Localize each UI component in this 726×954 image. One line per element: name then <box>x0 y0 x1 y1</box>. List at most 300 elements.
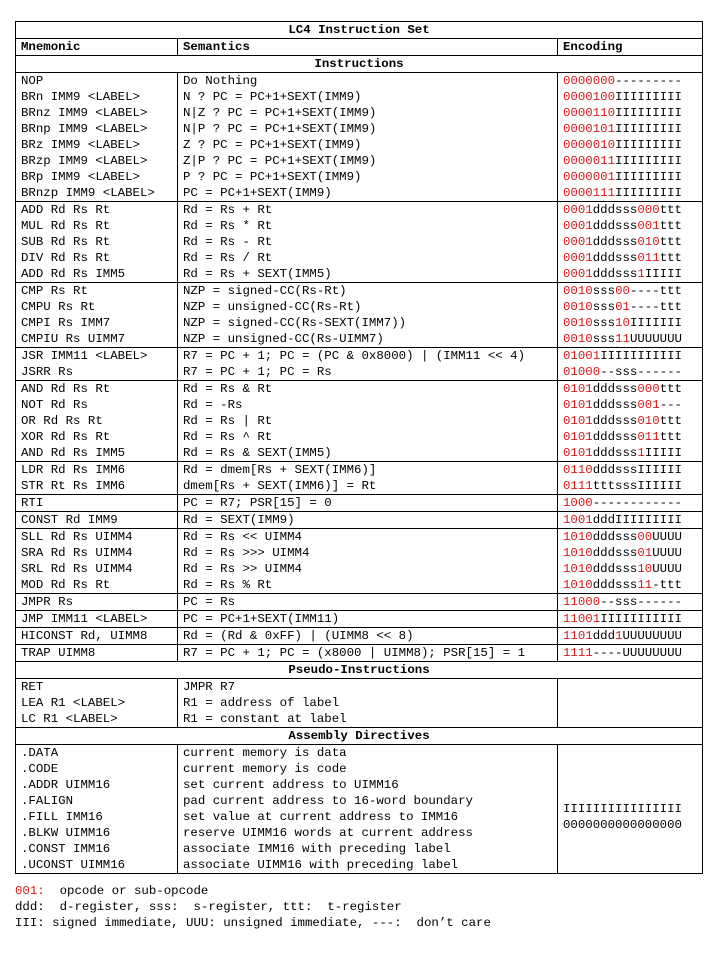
mnemonic-cell: AND Rd Rs Rt <box>16 381 178 398</box>
encoding-opcode-bits: 11 <box>615 332 630 346</box>
encoding-field-bits: UUUU <box>652 546 682 560</box>
encoding-opcode-bits: 0010 <box>563 284 593 298</box>
encoding-cell <box>558 545 703 561</box>
encoding-cell <box>558 364 703 381</box>
encoding-field-bits: sss <box>592 284 616 298</box>
instruction-row <box>16 331 703 348</box>
semantics-cell: P ? PC = PC+1+SEXT(IMM9) <box>178 169 558 185</box>
legend-line-registers: ddd: d-register, sss: s-register, ttt: t-register <box>15 900 402 914</box>
encoding-field-bits: --- <box>659 398 682 412</box>
semantics-cell: R1 = address of label <box>178 695 558 711</box>
instruction-row <box>16 299 703 315</box>
mnemonic-cell: CONST Rd IMM9 <box>16 512 178 529</box>
encoding-cell <box>558 153 703 169</box>
encoding-opcode-bits: 010 <box>637 235 660 249</box>
encoding-field-bits: ttt <box>659 382 682 396</box>
encoding-field-bits: ----ttt <box>629 300 682 314</box>
mnemonic-cell: SUB Rd Rs Rt <box>16 234 178 250</box>
semantics-cell: Rd = Rs - Rt <box>178 234 558 250</box>
encoding-cell <box>558 711 703 728</box>
encoding-opcode-bits: 0101 <box>563 430 593 444</box>
mnemonic-cell: JSR IMM11 <LABEL> <box>16 348 178 365</box>
mnemonic-cell: CMPI Rs IMM7 <box>16 315 178 331</box>
encoding-cell <box>558 397 703 413</box>
encoding-opcode-bits: 1001 <box>563 513 593 527</box>
encoding-field-bits: IIIIIIIII <box>615 90 682 104</box>
semantics-cell: R7 = PC + 1; PC = (x8000 | UIMM8); PSR[15] = 1 <box>178 645 558 662</box>
instruction-row <box>16 315 703 331</box>
encoding-field-bits: dddsss <box>592 382 638 396</box>
encoding-cell <box>558 611 703 628</box>
instruction-row <box>16 545 703 561</box>
encoding-cell <box>558 561 703 577</box>
encoding-opcode-bits: 0101 <box>563 382 593 396</box>
encoding-field-bits: --sss------ <box>600 595 682 609</box>
encoding-cell <box>558 495 703 512</box>
section-row <box>16 662 703 679</box>
instruction-row <box>16 628 703 645</box>
instruction-set-table <box>15 21 703 874</box>
semantics-cell: Rd = -Rs <box>178 397 558 413</box>
encoding-opcode-bits: 0000111 <box>563 186 616 200</box>
encoding-opcode-bits: 0001 <box>563 251 593 265</box>
encoding-value: IIIIIIIIIIIIIIII <box>563 802 682 816</box>
encoding-field-bits: ttt <box>659 430 682 444</box>
instruction-set-document <box>15 21 702 874</box>
instruction-row <box>16 512 703 529</box>
instruction-row <box>16 611 703 628</box>
semantics-cell: R7 = PC + 1; PC = Rs <box>178 364 558 381</box>
encoding-field-bits: dddsss <box>592 267 638 281</box>
instruction-row <box>16 594 703 611</box>
instruction-row <box>16 397 703 413</box>
encoding-field-bits: sss <box>592 316 616 330</box>
instruction-row <box>16 462 703 479</box>
encoding-field-bits: IIIII <box>644 446 682 460</box>
encoding-opcode-bits: 0000101 <box>563 122 616 136</box>
section-row <box>16 728 703 745</box>
encoding-opcode-bits: 000 <box>637 203 660 217</box>
encoding-field-bits: dddsss <box>592 414 638 428</box>
encoding-opcode-bits: 1000 <box>563 496 593 510</box>
encoding-cell <box>558 250 703 266</box>
encoding-cell <box>558 594 703 611</box>
encoding-opcode-bits: 1010 <box>563 530 593 544</box>
encoding-opcode-bits: 10 <box>615 316 630 330</box>
encoding-field-bits: dddsss <box>592 530 638 544</box>
encoding-opcode-bits: 0000110 <box>563 106 616 120</box>
instruction-row <box>16 495 703 512</box>
mnemonic-cell: .DATA <box>16 745 178 762</box>
encoding-field-bits: UUUUUUU <box>629 332 682 346</box>
instruction-row <box>16 153 703 169</box>
encoding-field-bits: ttt <box>659 251 682 265</box>
semantics-cell: NZP = signed-CC(Rs-Rt) <box>178 283 558 300</box>
instruction-row <box>16 73 703 90</box>
encoding-cell <box>558 266 703 283</box>
instruction-row <box>16 429 703 445</box>
encoding-opcode-bits: 00 <box>637 530 653 544</box>
encoding-field-bits: IIIIIII <box>629 316 682 330</box>
semantics-cell: NZP = unsigned-CC(Rs-UIMM7) <box>178 331 558 348</box>
mnemonic-cell: DIV Rd Rs Rt <box>16 250 178 266</box>
semantics-cell: Rd = (Rd & 0xFF) | (UIMM8 << 8) <box>178 628 558 645</box>
mnemonic-cell: CMPIU Rs UIMM7 <box>16 331 178 348</box>
encoding-field-bits: dddsss <box>592 203 638 217</box>
encoding-field-bits: tttsssIIIIII <box>592 479 682 493</box>
instruction-row <box>16 137 703 153</box>
semantics-cell: dmem[Rs + SEXT(IMM6)] = Rt <box>178 478 558 495</box>
mnemonic-cell: .BLKW UIMM16 <box>16 825 178 841</box>
encoding-cell <box>558 577 703 594</box>
encoding-cell <box>558 462 703 479</box>
semantics-cell: Rd = Rs & SEXT(IMM5) <box>178 445 558 462</box>
encoding-cell <box>558 73 703 90</box>
instruction-row <box>16 445 703 462</box>
encoding-field-bits: sss <box>592 300 616 314</box>
mnemonic-cell: AND Rd Rs IMM5 <box>16 445 178 462</box>
legend-opcode-text: opcode or sub-opcode <box>44 884 209 898</box>
encoding-opcode-bits: 0000001 <box>563 170 616 184</box>
semantics-cell: N|P ? PC = PC+1+SEXT(IMM9) <box>178 121 558 137</box>
column-header-mnemonic: Mnemonic <box>16 39 178 56</box>
instruction-row <box>16 364 703 381</box>
encoding-opcode-bits: 0000010 <box>563 138 616 152</box>
encoding-field-bits: IIIII <box>644 267 682 281</box>
encoding-opcode-bits: 0001 <box>563 267 593 281</box>
encoding-cell <box>558 679 703 696</box>
encoding-opcode-bits: 1 <box>615 629 623 643</box>
encoding-opcode-bits: 11001 <box>563 612 601 626</box>
encoding-opcode-bits: 01 <box>637 546 653 560</box>
encoding-opcode-bits: 1101 <box>563 629 593 643</box>
encoding-opcode-bits: 1 <box>637 446 645 460</box>
encoding-field-bits: dddIIIIIIIII <box>592 513 682 527</box>
mnemonic-cell: LEA R1 <LABEL> <box>16 695 178 711</box>
encoding-field-bits: dddsss <box>592 430 638 444</box>
encoding-field-bits: ttt <box>659 235 682 249</box>
encoding-cell <box>558 645 703 662</box>
instruction-row <box>16 679 703 696</box>
mnemonic-cell: TRAP UIMM8 <box>16 645 178 662</box>
instruction-row <box>16 121 703 137</box>
encoding-opcode-bits: 0010 <box>563 300 593 314</box>
instruction-row <box>16 234 703 250</box>
encoding-opcode-bits: 01001 <box>563 349 601 363</box>
mnemonic-cell: .CODE <box>16 761 178 777</box>
encoding-cell <box>558 202 703 219</box>
semantics-cell: JMPR R7 <box>178 679 558 696</box>
encoding-cell <box>558 529 703 546</box>
encoding-cell <box>558 628 703 645</box>
mnemonic-cell: .FILL IMM16 <box>16 809 178 825</box>
semantics-cell: reserve UIMM16 words at current address <box>178 825 558 841</box>
instruction-row <box>16 381 703 398</box>
section-title: Pseudo-Instructions <box>16 662 703 679</box>
encoding-field-bits: dddsss <box>592 251 638 265</box>
section-row <box>16 56 703 73</box>
semantics-cell: PC = PC+1+SEXT(IMM11) <box>178 611 558 628</box>
instruction-set-body <box>16 56 703 874</box>
encoding-value: 0000000000000000 <box>563 818 682 832</box>
instruction-row <box>16 266 703 283</box>
semantics-cell: Rd = Rs & Rt <box>178 381 558 398</box>
mnemonic-cell: .ADDR UIMM16 <box>16 777 178 793</box>
semantics-cell: current memory is code <box>178 761 558 777</box>
mnemonic-cell: BRz IMM9 <LABEL> <box>16 137 178 153</box>
encoding-cell <box>558 512 703 529</box>
mnemonic-cell: XOR Rd Rs Rt <box>16 429 178 445</box>
mnemonic-cell: STR Rt Rs IMM6 <box>16 478 178 495</box>
encoding-field-bits: dddsss <box>592 546 638 560</box>
encoding-opcode-bits: 0001 <box>563 203 593 217</box>
encoding-field-bits: ------------ <box>592 496 682 510</box>
semantics-cell: PC = Rs <box>178 594 558 611</box>
mnemonic-cell: JMPR Rs <box>16 594 178 611</box>
instruction-row <box>16 711 703 728</box>
mnemonic-cell: BRnzp IMM9 <LABEL> <box>16 185 178 202</box>
instruction-row <box>16 577 703 594</box>
column-header-encoding: Encoding <box>558 39 703 56</box>
encoding-cell <box>558 89 703 105</box>
mnemonic-cell: BRn IMM9 <LABEL> <box>16 89 178 105</box>
encoding-field-bits: dddsss <box>592 446 638 460</box>
encoding-field-bits: ----ttt <box>629 284 682 298</box>
mnemonic-cell: RET <box>16 679 178 696</box>
encoding-field-bits: --------- <box>615 74 682 88</box>
encoding-field-bits: IIIIIIIII <box>615 170 682 184</box>
encoding-opcode-bits: 0000011 <box>563 154 616 168</box>
encoding-field-bits: dddsss <box>592 219 638 233</box>
mnemonic-cell: RTI <box>16 495 178 512</box>
mnemonic-cell: ADD Rd Rs IMM5 <box>16 266 178 283</box>
instruction-row <box>16 695 703 711</box>
semantics-cell: set current address to UIMM16 <box>178 777 558 793</box>
encoding-opcode-bits: 0101 <box>563 414 593 428</box>
encoding-cell <box>558 429 703 445</box>
encoding-cell <box>558 445 703 462</box>
encoding-cell <box>558 234 703 250</box>
mnemonic-cell: LC R1 <LABEL> <box>16 711 178 728</box>
semantics-cell: Rd = Rs >>> UIMM4 <box>178 545 558 561</box>
encoding-opcode-bits: 0000000 <box>563 74 616 88</box>
encoding-field-bits: IIIIIIIIIII <box>600 349 682 363</box>
encoding-field-bits: sss <box>592 332 616 346</box>
mnemonic-cell: SLL Rd Rs UIMM4 <box>16 529 178 546</box>
semantics-cell: NZP = signed-CC(Rs-SEXT(IMM7)) <box>178 315 558 331</box>
encoding-opcode-bits: 11000 <box>563 595 601 609</box>
mnemonic-cell: ADD Rd Rs Rt <box>16 202 178 219</box>
instruction-row <box>16 413 703 429</box>
encoding-opcode-bits: 001 <box>637 219 660 233</box>
semantics-cell: set value at current address to IMM16 <box>178 809 558 825</box>
instruction-row <box>16 169 703 185</box>
semantics-cell: Rd = Rs * Rt <box>178 218 558 234</box>
encoding-field-bits: ttt <box>659 219 682 233</box>
encoding-field-bits: IIIIIIIII <box>615 122 682 136</box>
encoding-cell <box>558 218 703 234</box>
semantics-cell: Rd = Rs | Rt <box>178 413 558 429</box>
semantics-cell: Z ? PC = PC+1+SEXT(IMM9) <box>178 137 558 153</box>
instruction-row <box>16 250 703 266</box>
encoding-field-bits: IIIIIIIII <box>615 186 682 200</box>
encoding-field-bits: --sss------ <box>600 365 682 379</box>
encoding-cell <box>558 137 703 153</box>
instruction-row <box>16 745 703 762</box>
encoding-opcode-bits: 11 <box>637 578 653 592</box>
encoding-legend <box>15 883 491 931</box>
mnemonic-cell: LDR Rd Rs IMM6 <box>16 462 178 479</box>
instruction-row <box>16 202 703 219</box>
semantics-cell: associate IMM16 with preceding label <box>178 841 558 857</box>
encoding-opcode-bits: 0110 <box>563 463 593 477</box>
encoding-cell <box>558 745 703 874</box>
mnemonic-cell: .CONST IMM16 <box>16 841 178 857</box>
semantics-cell: N|Z ? PC = PC+1+SEXT(IMM9) <box>178 105 558 121</box>
mnemonic-cell: JMP IMM11 <LABEL> <box>16 611 178 628</box>
semantics-cell: Rd = Rs % Rt <box>178 577 558 594</box>
instruction-row <box>16 105 703 121</box>
semantics-cell: pad current address to 16-word boundary <box>178 793 558 809</box>
semantics-cell: Rd = dmem[Rs + SEXT(IMM6)] <box>178 462 558 479</box>
mnemonic-cell: SRL Rd Rs UIMM4 <box>16 561 178 577</box>
encoding-field-bits: UUUU <box>652 530 682 544</box>
encoding-field-bits: dddsss <box>592 398 638 412</box>
encoding-opcode-bits: 0001 <box>563 235 593 249</box>
section-title: Instructions <box>16 56 703 73</box>
mnemonic-cell: CMP Rs Rt <box>16 283 178 300</box>
semantics-cell: Rd = Rs ^ Rt <box>178 429 558 445</box>
encoding-opcode-bits: 010 <box>637 414 660 428</box>
semantics-cell: PC = PC+1+SEXT(IMM9) <box>178 185 558 202</box>
encoding-opcode-bits: 00 <box>615 284 630 298</box>
encoding-opcode-bits: 0101 <box>563 398 593 412</box>
column-header-semantics: Semantics <box>178 39 558 56</box>
semantics-cell: Z|P ? PC = PC+1+SEXT(IMM9) <box>178 153 558 169</box>
encoding-opcode-bits: 0101 <box>563 446 593 460</box>
encoding-opcode-bits: 0010 <box>563 316 593 330</box>
encoding-cell <box>558 185 703 202</box>
encoding-field-bits: -ttt <box>652 578 682 592</box>
encoding-cell <box>558 331 703 348</box>
encoding-cell <box>558 169 703 185</box>
semantics-cell: Rd = Rs + Rt <box>178 202 558 219</box>
legend-line-immediates: III: signed immediate, UUU: unsigned immediate, ---: don’t care <box>15 916 491 930</box>
mnemonic-cell: OR Rd Rs Rt <box>16 413 178 429</box>
encoding-opcode-bits: 001 <box>637 398 660 412</box>
encoding-field-bits: dddsss <box>592 578 638 592</box>
legend-line-opcode <box>15 883 491 899</box>
encoding-cell <box>558 105 703 121</box>
instruction-row <box>16 645 703 662</box>
encoding-field-bits: ttt <box>659 203 682 217</box>
instruction-row <box>16 348 703 365</box>
encoding-opcode-bits: 0000100 <box>563 90 616 104</box>
mnemonic-cell: BRnp IMM9 <LABEL> <box>16 121 178 137</box>
section-title: Assembly Directives <box>16 728 703 745</box>
mnemonic-cell: CMPU Rs Rt <box>16 299 178 315</box>
mnemonic-cell: BRzp IMM9 <LABEL> <box>16 153 178 169</box>
encoding-cell <box>558 478 703 495</box>
encoding-field-bits: dddsss <box>592 235 638 249</box>
semantics-cell: Do Nothing <box>178 73 558 90</box>
encoding-opcode-bits: 1010 <box>563 562 593 576</box>
encoding-opcode-bits: 011 <box>637 430 660 444</box>
encoding-opcode-bits: 10 <box>637 562 653 576</box>
semantics-cell: current memory is data <box>178 745 558 762</box>
encoding-field-bits: ttt <box>659 414 682 428</box>
semantics-cell: PC = R7; PSR[15] = 0 <box>178 495 558 512</box>
encoding-field-bits: dddsssIIIIII <box>592 463 682 477</box>
encoding-cell <box>558 381 703 398</box>
encoding-cell <box>558 315 703 331</box>
encoding-cell <box>558 348 703 365</box>
semantics-cell: Rd = Rs >> UIMM4 <box>178 561 558 577</box>
encoding-cell <box>558 299 703 315</box>
encoding-field-bits: IIIIIIIII <box>615 138 682 152</box>
mnemonic-cell: NOT Rd Rs <box>16 397 178 413</box>
encoding-field-bits: IIIIIIIII <box>615 106 682 120</box>
mnemonic-cell: NOP <box>16 73 178 90</box>
encoding-opcode-bits: 01 <box>615 300 630 314</box>
semantics-cell: associate UIMM16 with preceding label <box>178 857 558 874</box>
mnemonic-cell: MOD Rd Rs Rt <box>16 577 178 594</box>
mnemonic-cell: BRnz IMM9 <LABEL> <box>16 105 178 121</box>
encoding-field-bits: UUUUUUUU <box>622 629 682 643</box>
encoding-opcode-bits: 01000 <box>563 365 601 379</box>
semantics-cell: Rd = Rs << UIMM4 <box>178 529 558 546</box>
mnemonic-cell: BRp IMM9 <LABEL> <box>16 169 178 185</box>
table-title: LC4 Instruction Set <box>16 22 703 39</box>
mnemonic-cell: JSRR Rs <box>16 364 178 381</box>
encoding-cell <box>558 413 703 429</box>
mnemonic-cell: SRA Rd Rs UIMM4 <box>16 545 178 561</box>
encoding-field-bits: ----UUUUUUUU <box>592 646 682 660</box>
encoding-opcode-bits: 011 <box>637 251 660 265</box>
encoding-opcode-bits: 0001 <box>563 219 593 233</box>
instruction-row <box>16 185 703 202</box>
semantics-cell: R7 = PC + 1; PC = (PC & 0x8000) | (IMM11 << 4) <box>178 348 558 365</box>
encoding-opcode-bits: 1111 <box>563 646 593 660</box>
encoding-opcode-bits: 0010 <box>563 332 593 346</box>
encoding-cell <box>558 695 703 711</box>
semantics-cell: N ? PC = PC+1+SEXT(IMM9) <box>178 89 558 105</box>
encoding-opcode-bits: 0111 <box>563 479 593 493</box>
semantics-cell: Rd = Rs + SEXT(IMM5) <box>178 266 558 283</box>
legend-opcode-key: 001: <box>15 884 45 898</box>
instruction-row <box>16 478 703 495</box>
encoding-opcode-bits: 1 <box>637 267 645 281</box>
mnemonic-cell: .UCONST UIMM16 <box>16 857 178 874</box>
encoding-field-bits: IIIIIIIII <box>615 154 682 168</box>
encoding-field-bits: UUUU <box>652 562 682 576</box>
instruction-row <box>16 218 703 234</box>
encoding-cell <box>558 283 703 300</box>
semantics-cell: NZP = unsigned-CC(Rs-Rt) <box>178 299 558 315</box>
encoding-opcode-bits: 1010 <box>563 546 593 560</box>
encoding-field-bits: IIIIIIIIIII <box>600 612 682 626</box>
semantics-cell: Rd = Rs / Rt <box>178 250 558 266</box>
instruction-row <box>16 561 703 577</box>
mnemonic-cell: HICONST Rd, UIMM8 <box>16 628 178 645</box>
encoding-opcode-bits: 1010 <box>563 578 593 592</box>
mnemonic-cell: .FALIGN <box>16 793 178 809</box>
instruction-row <box>16 283 703 300</box>
encoding-field-bits: dddsss <box>592 562 638 576</box>
encoding-cell <box>558 121 703 137</box>
instruction-row <box>16 529 703 546</box>
encoding-field-bits: ddd <box>592 629 616 643</box>
